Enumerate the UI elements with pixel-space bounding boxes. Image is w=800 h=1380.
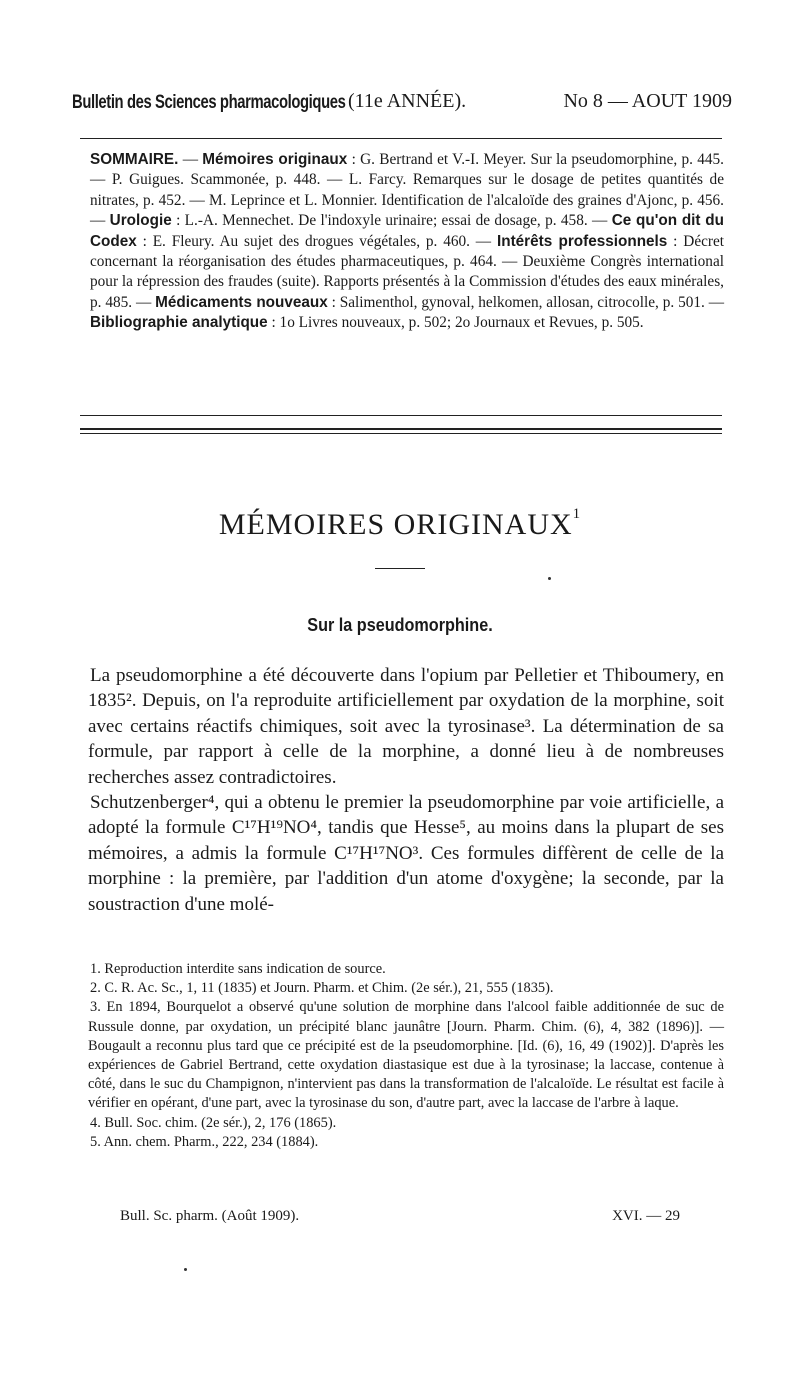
summary-label: SOMMAIRE. (90, 151, 179, 168)
urologie-label: Urologie (109, 212, 172, 230)
footnote-5: 5. Ann. chem. Pharm., 222, 234 (1884). (90, 1133, 319, 1150)
double-rule (80, 428, 722, 434)
section-title-note: 1 (572, 506, 582, 522)
paragraph-2: Schutzenberger⁴, qui a obtenu le premier la pseudomorphine par voie artificielle, a adopté la formule C¹⁷H¹⁹NO⁴, tandis que Hesse⁵, au moins dans la plupart de ses mémoires, a admis la formule C¹⁷H¹⁷NO³. Ces formules diffèrent de celle de la morphine : la première, par l'addition d'un atome d'oxygène; la seconde, par la soustraction d'une molé- (88, 792, 724, 915)
print-speck (184, 1268, 187, 1271)
title-rule (375, 568, 425, 569)
footnote-2: 2. C. R. Ac. Sc., 1, 11 (1835) et Journ. Pharm. et Chim. (2e sér.), 21, 555 (1835). (90, 980, 554, 997)
article-subtitle: Sur la pseudomorphine. (307, 615, 493, 635)
footnote-3: 3. En 1894, Bourquelot a observé qu'une solution de morphine dans l'alcool faible additionnée de suc de Russule donne, par oxydation, un précipité blanc jaunâtre [Journ. Pharm. Chim. (6), 4, 382 (1896)]. — Bougault a reconnu plus tard que ce précipité est de la pseudomorphine. [Id. (6), 16, 49 (1902)]. D'après les expériences de Gabriel Bertrand, cette oxydation diastasique est due à la tyrosinase; la laccase, contenue à côté, dans le suc du Champignon, n'intervient pas dans la transformation de l'alcaloïde. Le résultat est facile à vérifier en opérant, d'une part, avec la tyrosinase du son, d'autre part, avec la laccase de l'arbre à laque. (88, 999, 724, 1112)
footer-citation: Bull. Sc. pharm. (Août 1909). (120, 1208, 300, 1224)
footnote-1: 1. Reproduction interdite sans indication de source. (90, 961, 386, 977)
journal-title: Bulletin des Sciences pharmacologiques (72, 92, 346, 113)
interets-label: Intérêts professionnels (496, 232, 668, 250)
summary-block: SOMMAIRE. — Mémoires originaux : G. Bertrand et V.-I. Meyer. Sur la pseudomorphine, p. 445. — P. Guigues. Scammonée, p. 448. — L. Farcy. Remarques sur le dosage de petites quantités de nitrates, p. 452. — M. Leprince et L. Monnier. Identification de l'alcaloïde des graines d'Ajonc, p. 456. — Urologie : L.-A. Mennechet. De l'indoxyle urinaire; essai de dosage, p. 458. — Ce qu'on dit du Codex : E. Fleury. Au sujet des drogues végétales, p. 460. — Intérêts professionnels : Décret concernant la réorganisation des études pharmaceutiques, p. 464. — Deuxième Congrès international pour la répression des fraudes (suite). Rapports présentés à la Commission d'études des eaux minérales, p. 485. — Médicaments nouveaux : Salimenthol, gynoval, helkomen, allosan, citrocolle, p. 501. — Bibliographie analytique : 1o Livres nouveaux, p. 502; 2o Journaux et Revues, p. 505. (90, 151, 725, 332)
summary-rule (80, 415, 722, 416)
medicaments-label: Médicaments nouveaux (155, 293, 328, 311)
codex-label: Ce qu'on dit du Codex (90, 212, 724, 250)
journal-year: (11e ANNÉE). (348, 90, 467, 112)
summary-text-1: : G. Bertrand et V.-I. Meyer. Sur la pseudomorphine, p. 445. — P. Guigues. Scammonée, p. 448. — L. Farcy. Remarques sur le dosage de petites quantités de nitrates, p. 452. — M. Leprince et L. Monnier. Identification de l'alcaloïde des graines d'Ajonc, p. 456. — (90, 151, 725, 230)
paragraph-1: La pseudomorphine a été découverte dans l'opium par Pelletier et Thiboumery, en 1835². Depuis, on l'a reproduite artificiellement par oxydation de la morphine, soit avec certains réactifs chimiques, soit avec la tyrosinase³. La détermination de sa formule, par rapport à celle de la morphine, a donné lieu à de nombreuses recherches assez contradictoires. (88, 665, 724, 788)
footnotes (88, 960, 724, 1152)
summary-text-6: : 1o Livres nouveaux, p. 502; 2o Journaux et Revues, p. 505. (271, 314, 644, 332)
summary-text-5: : Salimenthol, gynoval, helkomen, allosan, citrocolle, p. 501. — (331, 293, 724, 311)
summary-text-4: : Décret concernant la réorganisation des études pharmaceutiques, p. 464. — Deuxième Congrès international pour la répression des fraudes (suite). Rapports présentés à la Commission d'études des eaux minérales, p. 485. — (90, 232, 725, 311)
print-speck (548, 577, 551, 580)
running-header (72, 86, 732, 116)
biblio-label: Bibliographie analytique (90, 314, 268, 332)
memoires-label: Mémoires originaux (202, 151, 348, 168)
section-title-text: MÉMOIRES ORIGINAUX (218, 508, 573, 541)
issue-number: No 8 — AOUT 1909 (563, 90, 732, 112)
summary-text-2: : L.-A. Mennechet. De l'indoxyle urinaire; essai de dosage, p. 458. — (176, 212, 608, 230)
summary-text-3: : E. Fleury. Au sujet des drogues végétales, p. 460. — (142, 232, 492, 250)
footer-signature: XVI. — 29 (612, 1208, 680, 1224)
article-body (88, 663, 724, 917)
footnote-4: 4. Bull. Soc. chim. (2e sér.), 2, 176 (1865). (90, 1114, 337, 1131)
header-rule (80, 138, 722, 139)
running-footer (120, 1208, 680, 1232)
section-title (0, 508, 800, 542)
